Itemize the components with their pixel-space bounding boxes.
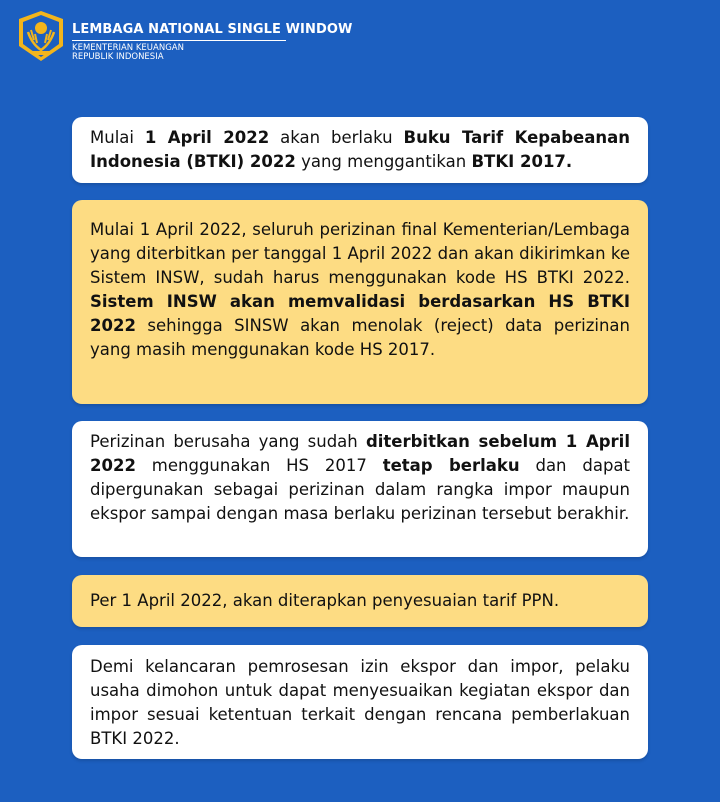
- text: Mulai: [90, 128, 145, 147]
- text: akan berlaku: [269, 128, 404, 147]
- text: yang menggantikan: [295, 152, 472, 171]
- brand-text: [72, 22, 352, 62]
- text: Demi kelancaran pemrosesan izin ekspor dan impor, pelaku usaha dimohon untuk dapat menyesuaikan kegiatan ekspor dan impor sesuai ketentuan terkait dengan rencana pemberlakuan BTKI 2022.: [90, 657, 630, 748]
- ministry-of-finance-emblem-icon: [16, 10, 66, 62]
- brand-ministry: KEMENTERIAN KEUANGAN: [72, 43, 184, 53]
- bold-text: BTKI 2017.: [471, 152, 573, 171]
- bold-text: Buku Tarif Kepabeanan Indonesia (BTKI) 2022: [90, 128, 631, 171]
- info-card-appeal: [72, 645, 648, 759]
- text: menggunakan HS 2017: [135, 456, 383, 475]
- bold-text: diterbitkan sebelum 1 April 2022: [90, 432, 630, 475]
- bold-text: Sistem INSW akan memvalidasi berdasarkan HS BTKI 2022: [90, 292, 630, 335]
- info-card-ppn: [72, 575, 648, 627]
- text: Perizinan berusaha yang sudah: [90, 432, 366, 451]
- brand-country: REPUBLIK INDONESIA: [72, 52, 164, 62]
- brand-title: LEMBAGA NATIONAL SINGLE WINDOW: [72, 22, 353, 37]
- bold-text: tetap berlaku: [382, 456, 520, 475]
- bold-text: 1 April 2022: [144, 128, 270, 147]
- text: Mulai 1 April 2022, seluruh perizinan final Kementerian/Lembaga yang diterbitkan per tanggal 1 April 2022 dan akan dikirimkan ke Sistem INSW, sudah harus menggunakan kode HS BTKI 2022.: [90, 220, 630, 287]
- text: Per 1 April 2022, akan diterapkan penyesuaian tarif PPN.: [90, 591, 560, 610]
- text: sehingga SINSW akan menolak (reject) data perizinan yang masih menggunakan kode HS 2017.: [90, 316, 630, 359]
- text: dan dapat dipergunakan sebagai perizinan dalam rangka impor maupun ekspor sampai dengan masa berlaku perizinan tersebut berakhir.: [90, 456, 631, 523]
- info-card-existing-permits: [72, 421, 648, 557]
- info-card-btki-2022: [72, 117, 648, 183]
- brand-divider: [72, 40, 286, 41]
- info-card-validation: [72, 200, 648, 404]
